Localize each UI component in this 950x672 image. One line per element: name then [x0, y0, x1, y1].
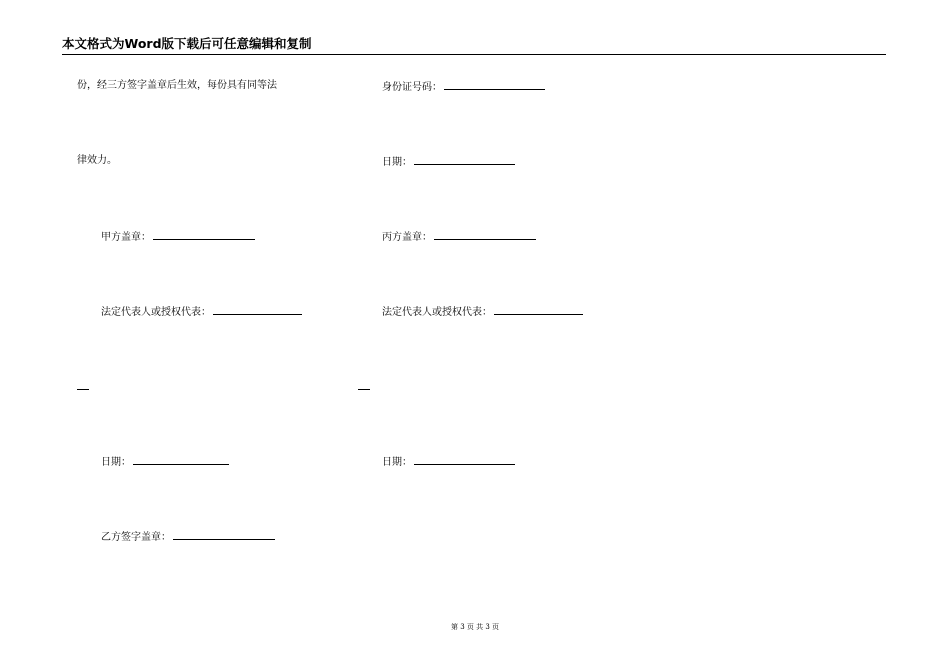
right-date-blank-1[interactable]: [414, 155, 515, 165]
id-number-label: 身份证号码：: [382, 82, 442, 93]
party-a-rep-label: 法定代表人或授权代表：: [101, 307, 211, 318]
party-a-seal-blank[interactable]: [153, 230, 255, 240]
party-c-rep-blank[interactable]: [494, 305, 583, 315]
right-date-blank-2[interactable]: [414, 455, 515, 465]
party-a-seal-label: 甲方盖章：: [101, 232, 151, 243]
contract-text-line-2: 律效力。: [77, 155, 117, 166]
party-a-rep-field: [101, 305, 302, 319]
party-a-date-label: 日期：: [101, 457, 131, 468]
right-dash-line: [358, 389, 370, 390]
party-a-date-field: [101, 455, 229, 469]
left-dash-line: [77, 389, 89, 390]
party-c-rep-label: 法定代表人或授权代表：: [382, 307, 492, 318]
page-header: [62, 36, 886, 55]
party-c-seal-field: [382, 230, 536, 244]
id-number-blank[interactable]: [444, 80, 545, 90]
right-date-label-1: 日期：: [382, 157, 412, 168]
header-title: 本文格式为Word版下载后可任意编辑和复制: [62, 36, 312, 51]
party-c-rep-field: [382, 305, 583, 319]
party-a-seal-field: [101, 230, 255, 244]
party-b-sign-blank[interactable]: [173, 530, 275, 540]
party-c-seal-blank[interactable]: [434, 230, 536, 240]
party-a-date-blank[interactable]: [133, 455, 229, 465]
id-number-field: [382, 80, 545, 94]
right-date-label-2: 日期：: [382, 457, 412, 468]
page-footer: 第 3 页 共 3 页: [450, 623, 500, 631]
right-date-field-1: [382, 155, 515, 169]
right-date-field-2: [382, 455, 515, 469]
party-a-rep-blank[interactable]: [213, 305, 302, 315]
contract-text-line-1: 份，经三方签字盖章后生效，每份具有同等法: [77, 80, 277, 91]
party-c-seal-label: 丙方盖章：: [382, 232, 432, 243]
party-b-sign-field: [101, 530, 275, 544]
party-b-sign-label: 乙方签字盖章：: [101, 532, 171, 543]
